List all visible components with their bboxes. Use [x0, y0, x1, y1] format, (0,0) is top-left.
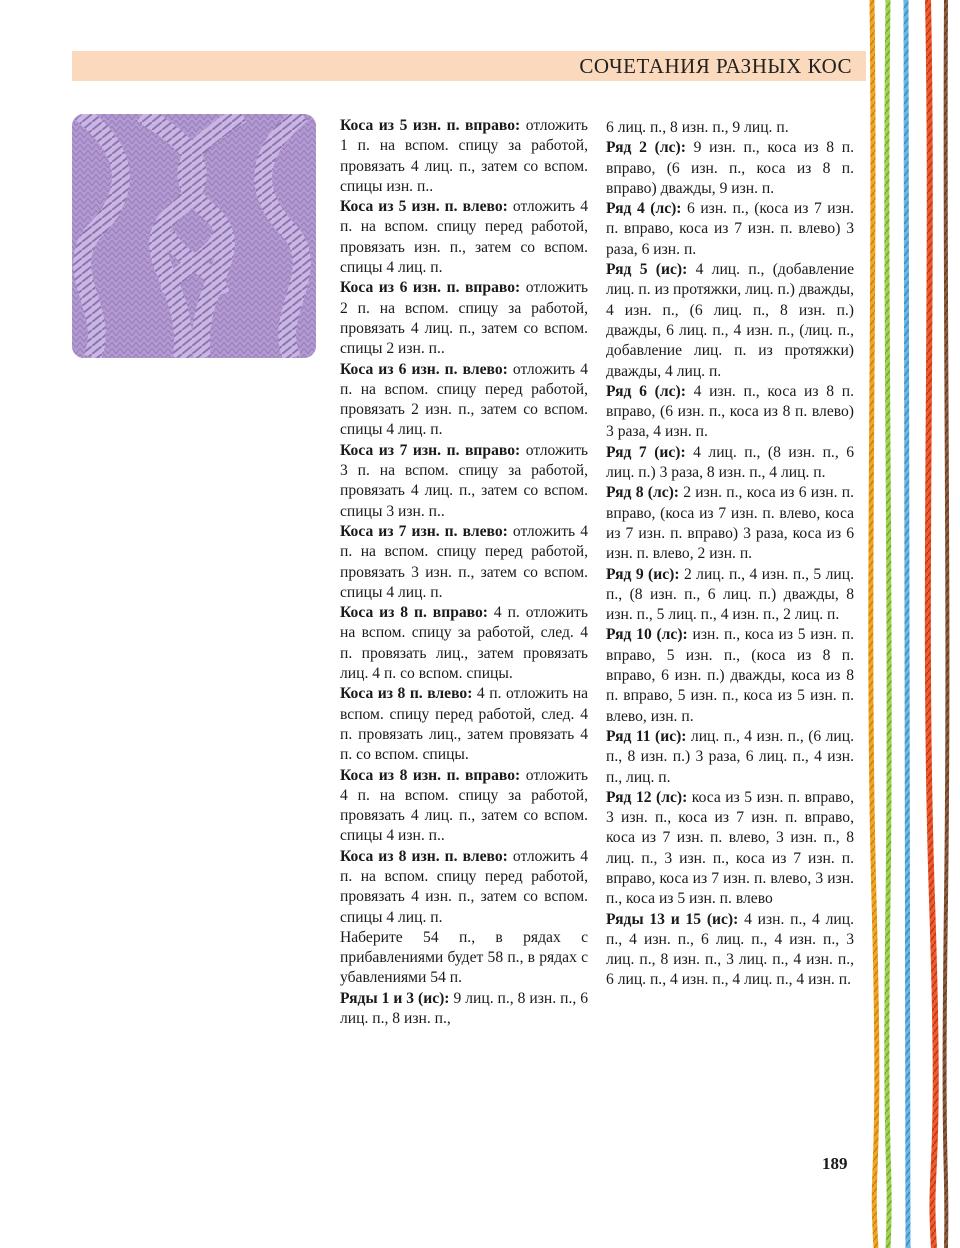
- paragraph: 6 лиц. п., 8 изн. п., 9 лиц. п.: [606, 119, 789, 136]
- paragraph: Коса из 8 п. влево: 4 п. отложить на вспом. спицу перед работой, след. 4 п. провязать лиц., затем провязать 4 п. со вспом. спицы.: [340, 685, 589, 764]
- paragraph: Коса из 7 изн. п. вправо: отложить 3 п. на вспом. спицу за работой, провязать 4 лиц. п., затем со вспом. спицы 3 изн. п..: [340, 441, 588, 520]
- paragraph: Ряд 6 (лс): 4 изн. п., коса из 8 п. вправо, (6 изн. п., коса из 8 п. влево) 3 раза, 4 изн. п.: [606, 382, 854, 441]
- instructions-column-2: [606, 118, 854, 991]
- paragraph: Ряд 10 (лс): изн. п., коса из 5 изн. п. вправо, 5 изн. п., (коса из 8 п. вправо, 6 изн. п.) дважды, коса из 8 п. вправо, 5 изн. п., коса из 5 изн. п. влево, изн. п.: [606, 626, 854, 725]
- paragraph: Наберите 54 п., в рядах с прибавлениями будет 58 п., в рядах с убавлениями 54 п.: [340, 928, 588, 987]
- cable-swatch-photo: [72, 114, 316, 358]
- paragraph: Коса из 7 изн. п. влево: отложить 4 п. на вспом. спицу перед работой, провязать 3 изн. п., затем со вспом. спицы 4 лиц. п.: [340, 522, 588, 601]
- section-title: СОЧЕТАНИЯ РАЗНЫХ КОС: [579, 54, 852, 78]
- paragraph: Ряды 1 и 3 (ис): 9 лиц. п., 8 изн. п., 6 лиц. п., 8 изн. п.,: [340, 989, 588, 1028]
- paragraph: Ряд 4 (лс): 6 изн. п., (коса из 7 изн. п. вправо, коса из 7 изн. п. влево) 3 раза, 6 изн. п.: [606, 200, 854, 258]
- paragraph: Ряд 2 (лс): 9 изн. п., коса из 8 п. вправо, (6 изн. п., коса из 8 п. вправо) дважды, 9 изн. п.: [606, 139, 854, 197]
- paragraph: Коса из 8 изн. п. вправо: отложить 4 п. на вспом. спицу за работой, провязать 4 лиц. п., затем со вспом. спицы 4 изн. п..: [340, 766, 588, 845]
- paragraph: Коса из 6 изн. п. влево: отложить 4 п. на вспом. спицу перед работой, провязать 2 изн. п., затем со вспом. спицы 4 лиц. п.: [340, 360, 588, 439]
- paragraph: Ряд 9 (ис): 2 лиц. п., 4 изн. п., 5 лиц. п., (8 изн. п., 6 лиц. п.) дважды, 8 изн. п., 5 лиц. п., 4 изн. п., 2 лиц. п.: [606, 565, 854, 624]
- paragraph: Коса из 5 изн. п. влево: отложить 4 п. на вспом. спицу перед работой, провязать изн. п., затем со вспом. спицы 4 лиц. п.: [340, 198, 588, 277]
- paragraph: Коса из 8 изн. п. влево: отложить 4 п. на вспом. спицу перед работой, провязать 4 изн. п., затем со вспом. спицы 4 лиц. п.: [340, 847, 588, 926]
- knitted-cable-swatch-icon: [72, 114, 316, 358]
- paragraph: Коса из 8 п. вправо: 4 п. отложить на вспом. спицу за работой, след. 4 п. провязать лиц., затем провязать лиц. 4 п. со вспом. спицы.: [340, 604, 588, 683]
- paragraph: Ряд 5 (ис): 4 лиц. п., (добавление лиц. п. из протяжки, лиц. п.) дважды, 4 изн. п., (6 лиц. п., 8 изн. п.) дважды, 6 лиц. п., 4 изн. п., (лиц. п., добавление лиц. п. из протяжки) дважды, 4 лиц. п.: [606, 261, 854, 380]
- paragraph: Ряд 12 (лс): коса из 5 изн. п. вправо, 3 изн. п., коса из 7 изн. п. вправо, коса из 7 изн. п. влево, 3 изн. п., 8 лиц. п., 3 изн. п., коса из 7 изн. п. вправо, коса из 7 изн. п. влево, 3 изн. п., коса из 5 изн. п. влево: [606, 788, 854, 908]
- section-header: [72, 51, 866, 81]
- paragraph: Ряд 8 (лс): 2 изн. п., коса из 6 изн. п. вправо, (коса из 7 изн. п. влево, коса из 7 изн. п. вправо) 3 раза, коса из 6 изн. п. влево, 2 изн. п.: [606, 484, 854, 563]
- paragraph: Коса из 6 изн. п. вправо: отложить 2 п. на вспом. спицу за работой, провязать 4 лиц. п., затем со вспом. спицы 2 изн. п..: [340, 279, 588, 358]
- yarn-decoration-icon: [862, 0, 960, 1248]
- paragraph: Ряды 13 и 15 (ис): 4 изн. п., 4 лиц. п., 4 изн. п., 6 лиц. п., 4 изн. п., 3 лиц. п., 8 изн. п., 3 лиц. п., 4 изн. п., 6 лиц. п., 4 изн. п., 4 лиц. п., 4 изн. п.: [606, 910, 854, 989]
- page-number: 189: [822, 1154, 848, 1173]
- paragraph: Ряд 7 (ис): 4 лиц. п., (8 изн. п., 6 лиц. п.) 3 раза, 8 изн. п., 4 лиц. п.: [606, 443, 854, 482]
- instructions-column-1: [340, 116, 588, 1029]
- paragraph: Ряд 11 (ис): лиц. п., 4 изн. п., (6 лиц. п., 8 изн. п.) 3 раза, 6 лиц. п., 4 изн. п., лиц. п.: [606, 727, 854, 786]
- paragraph: Коса из 5 изн. п. вправо: отложить 1 п. на вспом. спицу за работой, провязать 4 лиц. п., затем со вспом. спицы изн. п..: [340, 117, 588, 195]
